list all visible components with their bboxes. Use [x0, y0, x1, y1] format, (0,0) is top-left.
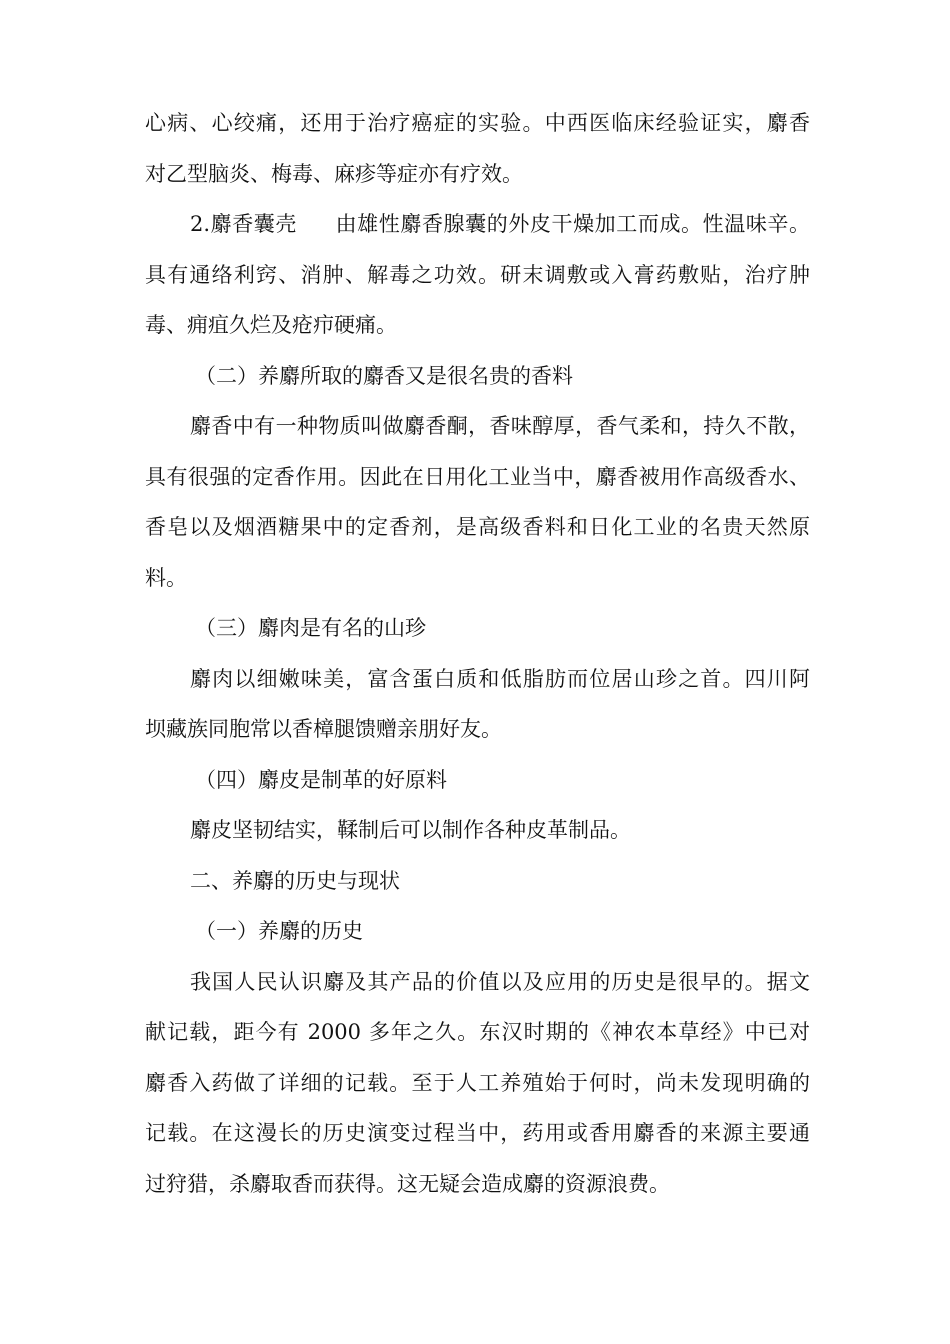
text-line: 麝香入药做了详细的记载。至于人工养殖始于何时，尚未发现明确的 — [145, 1070, 810, 1095]
text-line: 具有通络利窍、消肿、解毒之功效。研末调敷或入膏药敷贴，治疗肿 — [145, 262, 810, 287]
text-line: 麝香中有一种物质叫做麝香酮，香味醇厚，香气柔和，持久不散， — [190, 414, 810, 438]
text-line: 心病、心绞痛，还用于治疗癌症的实验。中西医临床经验证实，麝香 — [145, 111, 810, 135]
subheading: （三）麝肉是有名的山珍 — [195, 616, 426, 640]
text-line: 毒、痈疽久烂及疮疖硬痛。 — [145, 313, 397, 337]
document-body — [145, 98, 810, 1209]
text-line: 对乙型脑炎、梅毒、麻疹等症亦有疗效。 — [145, 161, 523, 186]
text-line: 料。 — [145, 565, 187, 590]
subheading: （四）麝皮是制革的好原料 — [195, 767, 447, 792]
section-heading: 二、养麝的历史与现状 — [190, 868, 400, 893]
subheading: （一）养麝的历史 — [195, 919, 363, 943]
text-line-segment: 由雄性麝香腺囊的外皮干燥加工而成。性温味辛。 — [335, 212, 810, 236]
text-line: 献记载，距今有 2000 多年之久。东汉时期的《神农本草经》中已对 — [145, 1020, 810, 1044]
text-line: 我国人民认识麝及其产品的价值以及应用的历史是很早的。据文 — [190, 969, 810, 994]
item-heading: 2.麝香囊壳 — [190, 212, 297, 236]
text-line: 香皂以及烟酒糖果中的定香剂，是高级香料和日化工业的名贵天然原 — [145, 515, 810, 539]
paragraph-heading-line — [145, 199, 810, 250]
text-line: 具有很强的定香作用。因此在日用化工业当中，麝香被用作高级香水、 — [145, 464, 810, 489]
text-line: 麝肉以细嫩味美，富含蛋白质和低脂肪而位居山珍之首。四川阿 — [190, 666, 810, 691]
text-line: 记载。在这漫长的历史演变过程当中，药用或香用麝香的来源主要通 — [145, 1121, 810, 1145]
text-line: 坝藏族同胞常以香樟腿馈赠亲朋好友。 — [145, 717, 502, 741]
subheading: （二）养麝所取的麝香又是很名贵的香料 — [195, 363, 573, 388]
text-line: 过狩猎，杀麝取香而获得。这无疑会造成麝的资源浪费。 — [145, 1171, 670, 1196]
text-line: 麝皮坚韧结实，鞣制后可以制作各种皮革制品。 — [190, 818, 631, 842]
